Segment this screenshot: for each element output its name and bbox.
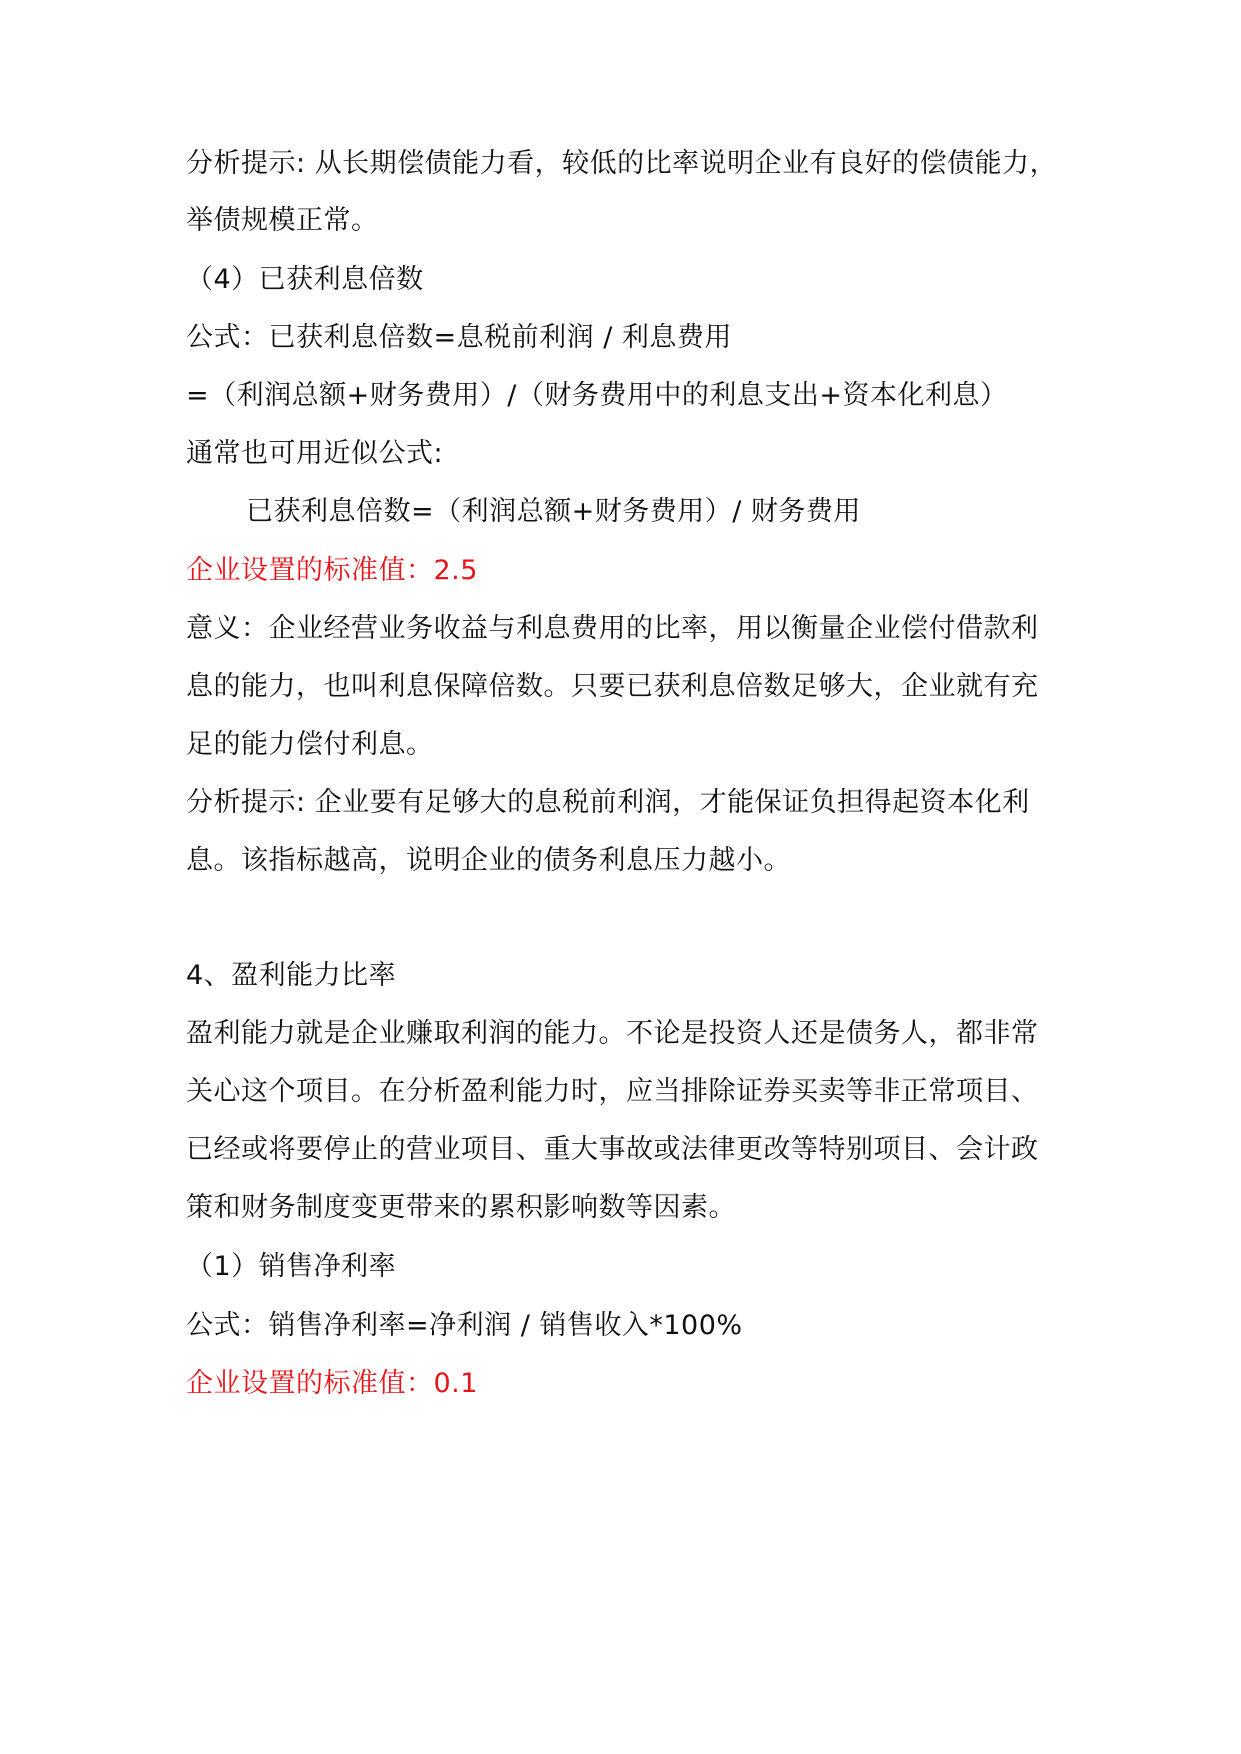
section-heading-net-profit-margin: （1）销售净利率 <box>186 1251 397 1282</box>
profitability-paragraph-line-2: 关心这个项目。在分析盈利能力时，应当排除证券买卖等非正常项目、 <box>186 1076 1039 1107</box>
meaning-line-3: 足的能力偿付利息。 <box>186 729 434 760</box>
meaning-line-2: 息的能力，也叫利息保障倍数。只要已获利息倍数足够大，企业就有充 <box>186 671 1039 702</box>
approximate-formula-intro: 通常也可用近似公式: <box>186 438 444 469</box>
meaning-line-1: 意义：企业经营业务收益与利息费用的比率，用以衡量企业偿付借款利 <box>186 613 1039 644</box>
formula-interest-coverage: 公式：已获利息倍数=息税前利润 / 利息费用 <box>186 322 732 353</box>
formula-net-profit-margin: 公式：销售净利率=净利润 / 销售收入*100% <box>186 1310 743 1341</box>
standard-value-net-profit-margin: 企业设置的标准值：0.1 <box>186 1368 478 1399</box>
approximate-formula: 已获利息倍数=（利润总额+财务费用）/ 财务费用 <box>246 496 861 527</box>
section-heading-interest-coverage: （4）已获利息倍数 <box>186 264 424 295</box>
profitability-paragraph-line-1: 盈利能力就是企业赚取利润的能力。不论是投资人还是债务人，都非常 <box>186 1018 1039 1049</box>
analysis-hint-long-term-line-2: 举债规模正常。 <box>186 205 379 236</box>
profitability-paragraph-line-4: 策和财务制度变更带来的累积影响数等因素。 <box>186 1192 736 1223</box>
formula-interest-coverage-expanded: =（利润总额+财务费用）/（财务费用中的利息支出+资本化利息） <box>186 380 1008 411</box>
analysis-hint-long-term-line-1: 分析提示: 从长期偿债能力看，较低的比率说明企业有良好的偿债能力， <box>186 148 1058 179</box>
standard-value-interest-coverage: 企业设置的标准值：2.5 <box>186 555 478 586</box>
section-heading-profitability: 4、盈利能力比率 <box>186 960 397 991</box>
analysis-hint-interest-line-2: 息。该指标越高，说明企业的债务利息压力越小。 <box>186 845 791 876</box>
analysis-hint-interest-line-1: 分析提示: 企业要有足够大的息税前利润，才能保证负担得起资本化利 <box>186 787 1030 818</box>
profitability-paragraph-line-3: 已经或将要停止的营业项目、重大事故或法律更改等特别项目、会计政 <box>186 1134 1039 1165</box>
